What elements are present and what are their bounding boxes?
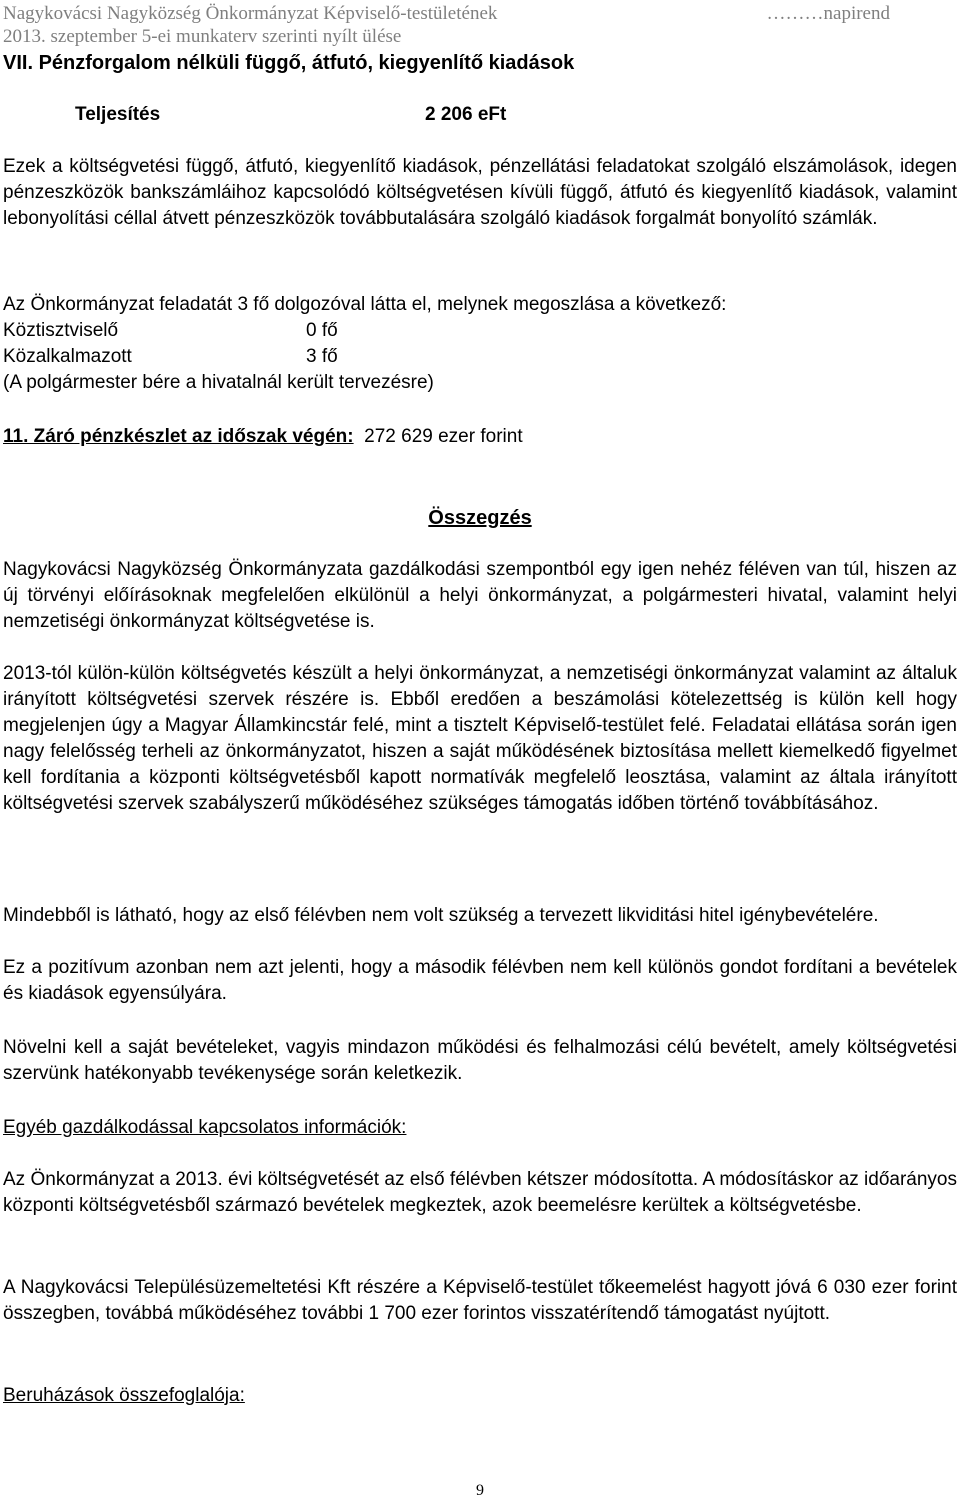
staff-row-value-civil-servant: 0 fő [306, 320, 338, 341]
header-line-1: Nagykovácsi Nagyközség Önkormányzat Képviselő-testületének [3, 3, 498, 24]
investments-heading: Beruházások összefoglalója: [3, 1385, 245, 1406]
summary-paragraph: Növelni kell a saját bevételeket, vagyis mindazon működési és felhalmozási célú bevételt, amely költségvetési szervünk hatékonyabb tevékenysége során keletkezik. [3, 1037, 957, 1084]
staff-note: (A polgármester bére a hivatalnál került tervezésre) [3, 372, 434, 393]
header-line-2: 2013. szeptember 5-ei munkaterv szerinti nyílt ülése [3, 26, 402, 47]
summary-paragraph: Ez a pozitívum azonban nem azt jelenti, hogy a második félévben nem kell különös gondot fordítani a bevételek és kiadások egyensúlyára. [3, 957, 957, 1004]
staff-row-value-public-employee: 3 fő [306, 346, 338, 367]
section-description: Ezek a költségvetési függő, átfutó, kiegyenlítő kiadások, pénzellátási feladatokat szolgáló elszámolások, idegen pénzeszközök bankszámláihoz kapcsolódó költségvetésen kívüli függő, átfutó és kiegyenlítő kiadások, valamint lebonyolítási céllal átvett pénzeszközök továbbutalására szolgáló kiadások forgalmát bonyolító számlák. [3, 156, 957, 229]
closing-balance [3, 424, 523, 450]
closing-balance-label: 11. Záró pénzkészlet az időszak végén: [3, 426, 354, 447]
summary-title: Összegzés [428, 507, 532, 529]
summary-paragraph: Nagykovácsi Nagyközség Önkormányzata gazdálkodási szempontból egy igen nehéz féléven van túl, hiszen az új törvényi előírásoknak megfelelően elkülönül a helyi önkormányzat, a polgármesteri hivatal, valamint helyi nemzetiségi önkormányzat költségvetése is. [3, 559, 957, 632]
other-info-heading: Egyéb gazdálkodással kapcsolatos információk: [3, 1117, 407, 1138]
performance-label: Teljesítés [75, 104, 161, 125]
staff-row-label-civil-servant: Köztisztviselő [3, 320, 119, 341]
summary-paragraph: Mindebből is látható, hogy az első félévben nem volt szükség a tervezett likviditási hitel igénybevételére. [3, 905, 879, 926]
page-number: 9 [476, 1482, 484, 1499]
performance-value: 2 206 eFt [425, 104, 507, 125]
staff-row-label-public-employee: Közalkalmazott [3, 346, 132, 367]
section-title: VII. Pénzforgalom nélküli függő, átfutó, kiegyenlítő kiadások [3, 52, 575, 74]
other-info-paragraph: Az Önkormányzat a 2013. évi költségvetését az első félévben kétszer módosította. A módosításkor az időarányos központi költségvetésből származó bevételek megkeztek, azok beemelésre kerültek a költségvetésbe. [3, 1169, 957, 1216]
staff-intro: Az Önkormányzat feladatát 3 fő dolgozóval látta el, melynek megoszlása a következő: [3, 294, 727, 315]
header-agenda-placeholder: ………napirend [766, 3, 890, 24]
summary-paragraph: 2013-tól külön-külön költségvetés készült a helyi önkormányzat, a nemzetiségi önkormányzat valamint az általuk irányított költségvetési szervek részére is. Ebből eredően a beszámolási kötelezettség is külön kell hogy megjelenjen úgy a Magyar Államkincstár felé, mint a tisztelt Képviselő-testület felé. Feladatai ellátása során igen nagy felelősség terheli az önkormányzatot, hiszen a saját működésének biztosítása mellett kiemelkedő figyelmet kell fordítania a központi költségvetésből kapott normatívák megfelelő leosztása, valamint az általa irányított költségvetési szervek szabályszerű működéséhez szükséges támogatás időben történő továbbításához. [3, 663, 957, 814]
closing-balance-value: 272 629 ezer forint [364, 426, 523, 447]
other-info-paragraph: A Nagykovácsi Településüzemeltetési Kft részére a Képviselő-testület tőkeemelést hagyott jóvá 6 030 ezer forint összegben, továbbá működéséhez további 1 700 ezer forintos visszatérítendő támogatást nyújtott. [3, 1277, 957, 1324]
